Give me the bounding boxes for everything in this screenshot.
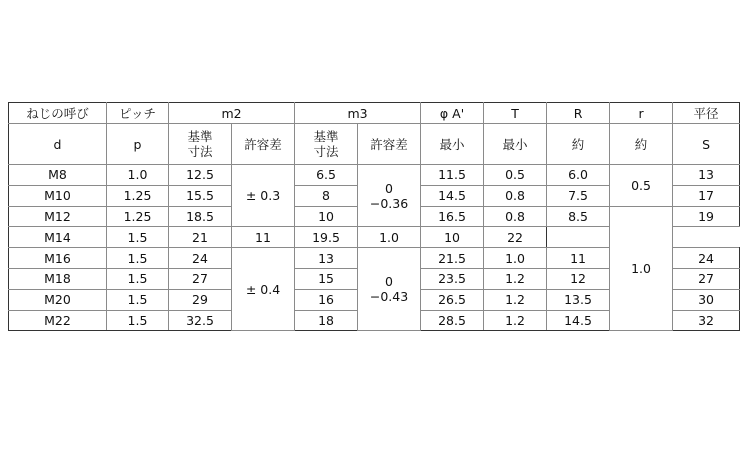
header-small-r-approx: 約 [610,124,673,165]
header-m3-basic [295,124,358,165]
header-big-r-approx: 約 [547,124,610,165]
header-m3-tolerance: 許容差 [358,124,421,165]
m3-tol-b-lower: −0.43 [369,289,409,305]
cell-m3-tolerance-group-b [358,248,421,331]
cell-small-r-group-b: 1.0 [610,206,673,331]
cell-m3: 8 [295,185,358,206]
header-row-2 [9,124,740,165]
cell-s: 22 [484,227,547,248]
cell-m2-tolerance-group-a: ± 0.3 [232,165,295,227]
cell-phi-a: 14.5 [421,185,484,206]
cell-m3: 6.5 [295,165,358,186]
header-big-r: R [547,103,610,124]
cell-m2: 15.5 [169,185,232,206]
cell-t: 0.8 [484,206,547,227]
cell-m3: 11 [232,227,295,248]
cell-p: 1.5 [107,289,169,310]
cell-t: 1.0 [358,227,421,248]
cell-m2: 12.5 [169,165,232,186]
header-row-1 [9,103,740,124]
cell-m2: 21 [169,227,232,248]
cell-phi-a: 11.5 [421,165,484,186]
cell-t: 0.5 [484,165,547,186]
cell-p: 1.0 [107,165,169,186]
header-phi-a: φ A' [421,103,484,124]
header-t-min: 最小 [484,124,547,165]
cell-t: 1.2 [484,289,547,310]
cell-m3: 15 [295,268,358,289]
header-m3-basic-line1: 基準 [313,129,339,144]
cell-phi-a: 16.5 [421,206,484,227]
table-row [9,165,740,186]
cell-t: 1.0 [484,248,547,269]
cell-s: 30 [673,289,740,310]
cell-m2: 24 [169,248,232,269]
cell-d: M18 [9,268,107,289]
cell-m3: 10 [295,206,358,227]
cell-m2: 27 [169,268,232,289]
cell-d: M12 [9,206,107,227]
cell-m2: 32.5 [169,310,232,331]
cell-big-r: 10 [421,227,484,248]
cell-phi-a: 21.5 [421,248,484,269]
header-m2: m2 [169,103,295,124]
cell-p: 1.25 [107,185,169,206]
cell-t: 1.2 [484,310,547,331]
header-m2-basic-line2: 寸法 [187,144,213,159]
cell-big-r: 11 [547,248,610,269]
cell-p: 1.5 [107,248,169,269]
cell-phi-a: 19.5 [295,227,358,248]
cell-m3-tolerance-group-a [358,165,421,227]
cell-big-r: 13.5 [547,289,610,310]
cell-phi-a: 28.5 [421,310,484,331]
cell-s: 27 [673,268,740,289]
cell-s: 17 [673,185,740,206]
header-m2-tolerance: 許容差 [232,124,295,165]
header-t: T [484,103,547,124]
cell-s: 13 [673,165,740,186]
cell-t: 1.2 [484,268,547,289]
cell-p: 1.5 [107,310,169,331]
m3-tol-a-upper: 0 [385,180,393,196]
header-width: 平径 [673,103,740,124]
cell-p: 1.25 [107,206,169,227]
cell-m3: 18 [295,310,358,331]
cell-p: 1.5 [107,227,169,248]
cell-big-r: 12 [547,268,610,289]
header-small-r: r [610,103,673,124]
cell-d: M20 [9,289,107,310]
cell-big-r: 7.5 [547,185,610,206]
cell-s: 32 [673,310,740,331]
cell-d: M22 [9,310,107,331]
header-pitch: ピッチ [107,103,169,124]
cell-d: M16 [9,248,107,269]
header-m3-basic-line2: 寸法 [313,144,339,159]
header-s: S [673,124,740,165]
header-m3: m3 [295,103,421,124]
cell-m2-tolerance-group-b: ± 0.4 [232,248,295,331]
header-m2-basic [169,124,232,165]
cell-s: 19 [673,206,740,227]
cell-small-r-group-a: 0.5 [610,165,673,207]
cell-phi-a: 23.5 [421,268,484,289]
cell-p: 1.5 [107,268,169,289]
header-m2-basic-line1: 基準 [187,129,213,144]
cell-s: 24 [673,248,740,269]
cell-t: 0.8 [484,185,547,206]
cell-m3: 16 [295,289,358,310]
nut-dimension-table [8,102,740,331]
cell-d: M14 [9,227,107,248]
cell-big-r: 14.5 [547,310,610,331]
header-d: d [9,124,107,165]
header-p: p [107,124,169,165]
cell-big-r: 8.5 [547,206,610,227]
cell-d: M8 [9,165,107,186]
cell-d: M10 [9,185,107,206]
header-nominal: ねじの呼び [9,103,107,124]
cell-big-r: 6.0 [547,165,610,186]
cell-m2: 29 [169,289,232,310]
cell-m3: 13 [295,248,358,269]
m3-tol-a-lower: −0.36 [369,195,409,211]
m3-tol-b-upper: 0 [385,274,393,290]
cell-phi-a: 26.5 [421,289,484,310]
header-phi-a-min: 最小 [421,124,484,165]
cell-m2: 18.5 [169,206,232,227]
